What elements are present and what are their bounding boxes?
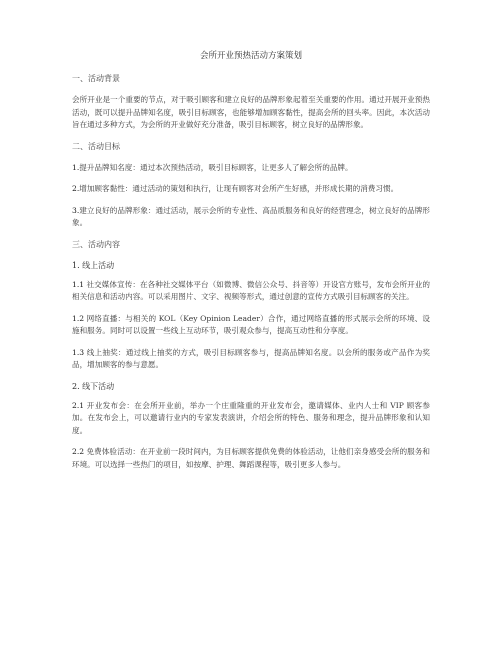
offline-activity-number: 2.1 [72,400,85,410]
goal-item-text: 提升品牌知名度：通过本次预热活动，吸引目标顾客，让更多人了解会所的品牌。 [79,162,353,172]
goal-item-number: 2. [72,184,80,193]
subsection-heading-online: 1. 线上活动 [72,260,115,270]
online-activity-number: 1.3 [72,347,85,357]
offline-activity-item [72,400,430,438]
goal-item-text: 增加顾客黏性：通过活动的策划和执行，让现有顾客对会所产生好感，并形成长期的消费习惯。 [79,184,399,193]
goal-item-number: 3. [72,205,80,215]
online-activity-number: 1.1 [72,279,85,289]
background-paragraph: 会所开业是一个重要的节点，对于吸引顾客和建立良好的品牌形象起着至关重要的作用。通过开展开业预热活动，既可以提升品牌知名度，吸引目标顾客，也能够增加顾客黏性，提高会所的回头率。因此，本次活动旨在通过多种方式，为会所的开业做好充分准备，吸引目标顾客，树立良好的品牌形象。 [72,95,430,129]
offline-activity-item [72,446,430,471]
online-activity-number: 1.2 [72,313,85,323]
section-heading-content: 三、活动内容 [72,239,120,249]
online-activity-item [72,313,430,338]
subsection-heading-offline: 2. 线下活动 [72,381,115,391]
online-activity-text: 网络直播：与相关的 KOL（Key Opinion Leader）合作，通过网络直播的形式展示会所的环境、设施和服务。同时可以设置一些线上互动环节，吸引观众参与，提高互动性和分享度。 [72,313,430,335]
online-activity-item [72,279,430,304]
section-heading-background: 一、活动背景 [72,74,120,83]
goal-item-text: 建立良好的品牌形象：通过活动，展示会所的专业性、高品质服务和良好的经营理念，树立良好的品牌形象。 [72,205,430,227]
offline-activity-text: 免费体验活动：在开业前一段时间内，为目标顾客提供免费的体验活动，让他们亲身感受会所的服务和环境。可以选择一些热门的项目，如按摩、护理、舞蹈课程等，吸引更多人参与。 [72,447,430,469]
goal-item-number: 1. [72,162,80,172]
goal-item [72,162,430,175]
online-activity-item [72,347,430,372]
goal-item [72,205,430,230]
goal-item [72,183,430,196]
offline-activity-number: 2.2 [72,447,85,456]
online-activity-text: 社交媒体宣传：在各种社交媒体平台（如微博、微信公众号、抖音等）开设官方账号，发布会所开业的相关信息和活动内容。可以采用图片、文字、视频等形式，通过创意的宣传方式吸引目标顾客的关注。 [72,279,430,301]
offline-activity-text: 开业发布会：在会所开业前，举办一个庄重隆重的开业发布会，邀请媒体、业内人士和 VIP 顾客参加。在发布会上，可以邀请行业内的专家发表演讲，介绍会所的特色、服务和理念，提升品牌形象和认知度。 [72,400,430,435]
online-activity-text: 线上抽奖：通过线上抽奖的方式，吸引目标顾客参与，提高品牌知名度。以会所的服务或产品作为奖品，增加顾客的参与意愿。 [72,347,430,369]
section-heading-goals: 二、活动目标 [72,141,120,151]
document-title: 会所开业预热活动方案策划 [199,51,302,61]
